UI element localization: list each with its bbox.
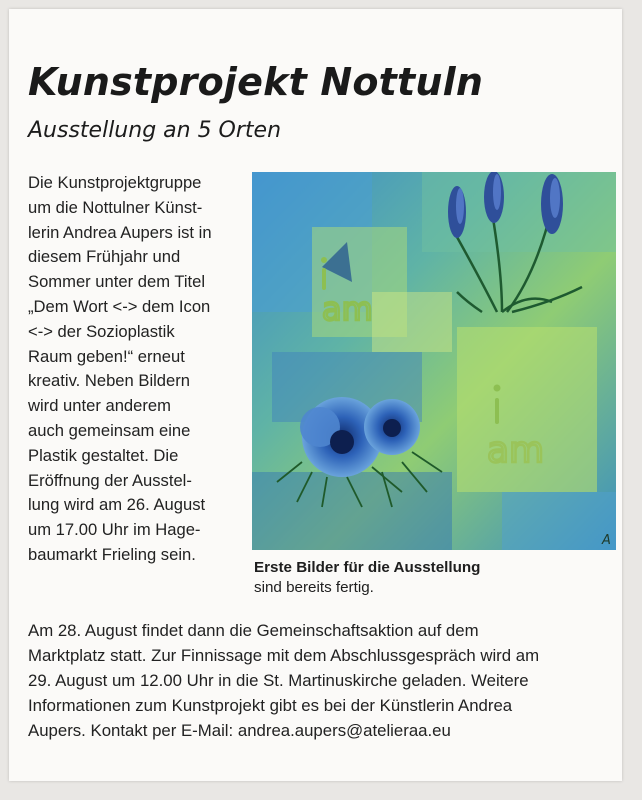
body-line: baumarkt Frieling sein. — [28, 544, 196, 564]
article-subtitle: Ausstellung an 5 Orten — [28, 118, 282, 143]
artwork-painting — [252, 172, 616, 550]
artist-signature: A — [602, 533, 611, 548]
article-body-full-width — [28, 618, 608, 743]
caption-text: sind bereits fertig. — [254, 579, 374, 596]
body-line: wird unter anderem — [28, 396, 171, 416]
article-body-column — [28, 171, 250, 568]
body-line: Marktplatz statt. Zur Finnissage mit dem Abschlussgespräch wird am — [28, 646, 540, 665]
body-line: Die Kunstprojektgruppe — [28, 173, 202, 192]
body-line: lerin Andrea Aupers ist in — [28, 222, 212, 242]
body-line: Am 28. August findet dann die Gemeinschaftsaktion auf dem — [28, 621, 479, 640]
body-line: kreativ. Neben Bildern — [28, 371, 191, 391]
figure-caption — [254, 558, 574, 598]
body-line: Sommer unter dem Titel — [28, 272, 206, 292]
body-line: 29. August um 12.00 Uhr in die St. Martinuskirche geladen. Weitere — [28, 671, 529, 690]
body-line: lung wird am 26. August — [28, 495, 206, 515]
body-line: um 17.00 Uhr im Hage- — [28, 520, 201, 540]
body-line: Eröffnung der Ausstel- — [28, 470, 192, 490]
caption-heading: Erste Bilder für die Ausstellung — [254, 559, 481, 576]
painted-word-am: am — [322, 290, 373, 328]
painted-word-am: am — [487, 430, 545, 471]
body-line: „Dem Wort <-> dem Icon — [28, 296, 211, 316]
article-title: Kunstprojekt Nottuln — [28, 60, 484, 104]
body-line: Aupers. Kontakt per E-Mail: andrea.aupers@atelieraa.eu — [28, 721, 451, 740]
body-line: um die Nottulner Künst- — [28, 197, 203, 217]
body-line: Raum geben!“ erneut — [28, 346, 185, 366]
body-line: <-> der Sozioplastik — [28, 321, 175, 341]
body-line: auch gemeinsam eine — [28, 420, 191, 440]
body-line: Plastik gestaltet. Die — [28, 445, 179, 465]
body-line: Informationen zum Kunstprojekt gibt es bei der Künstlerin Andrea — [28, 696, 513, 715]
body-line: diesem Frühjahr und — [28, 247, 181, 267]
